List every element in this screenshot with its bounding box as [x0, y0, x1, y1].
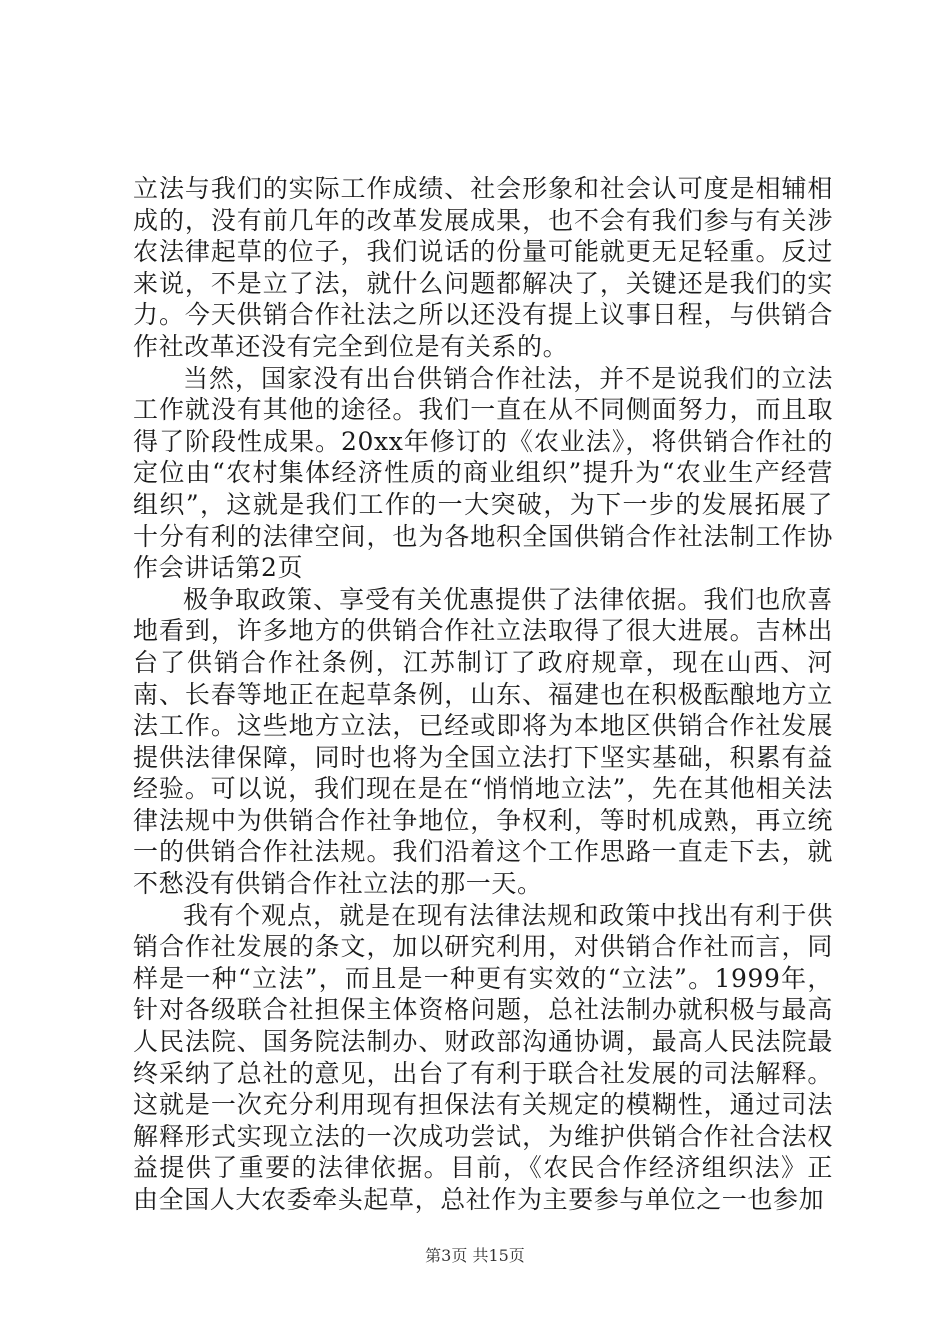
paragraph-4: 我有个观点，就是在现有法律法规和政策中找出有利于供销合作社发展的条文，加以研究利用，对供销合作社而言，同样是一种“立法”，而且是一种更有实效的“立法”。1999年，针对各级联合社担保主体资格问题，总社法制办就积极与最高人民法院、国务院法制办、财政部沟通协调，最高人民法院最终采纳了总社的意见，出台了有利于联合社发展的司法解释。这就是一次充分利用现有担保法有关规定的模糊性，通过司法解释形式实现立法的一次成功尝试，为维护供销合作社合法权益提供了重要的法律依据。目前，《农民合作经济组织法》正由全国人大农委牵头起草，总社作为主要参与单位之一也参加 [133, 900, 833, 1214]
paragraph-1: 立法与我们的实际工作成绩、社会形象和社会认可度是相辅相成的，没有前几年的改革发展成果，也不会有我们参与有关涉农法律起草的位子，我们说话的份量可能就更无足轻重。反过来说，不是立了法，就什么问题都解决了，关键还是我们的实力。今天供销合作社法之所以还没有提上议事日程，与供销合作社改革还没有完全到位是有关系的。 [133, 174, 833, 361]
paragraph-2: 当然，国家没有出台供销合作社法，并不是说我们的立法工作就没有其他的途径。我们一直在从不同侧面努力，而且取得了阶段性成果。20xx年修订的《农业法》，将供销合作社的定位由“农村集体经济性质的商业组织”提升为“农业生产经营组织”，这就是我们工作的一大突破，为下一步的发展拓展了十分有利的法律空间，也为各地积全国供销合作社法制工作协作会讲话第2页 [133, 363, 833, 583]
document-body [133, 173, 833, 1216]
page-number-footer: 第3页 共15页 [425, 1246, 525, 1265]
paragraph-3: 极争取政策、享受有关优惠提供了法律依据。我们也欣喜地看到，许多地方的供销合作社立法取得了很大进展。吉林出台了供销合作社条例，江苏制订了政府规章，现在山西、河南、长春等地正在起草条例，山东、福建也在积极酝酿地方立法工作。这些地方立法，已经或即将为本地区供销合作社发展提供法律保障，同时也将为全国立法打下坚实基础，积累有益经验。可以说，我们现在是在“悄悄地立法”，先在其他相关法律法规中为供销合作社争地位，争权利，等时机成熟，再立统一的供销合作社法规。我们沿着这个工作思路一直走下去，就不愁没有供销合作社立法的那一天。 [133, 584, 833, 899]
